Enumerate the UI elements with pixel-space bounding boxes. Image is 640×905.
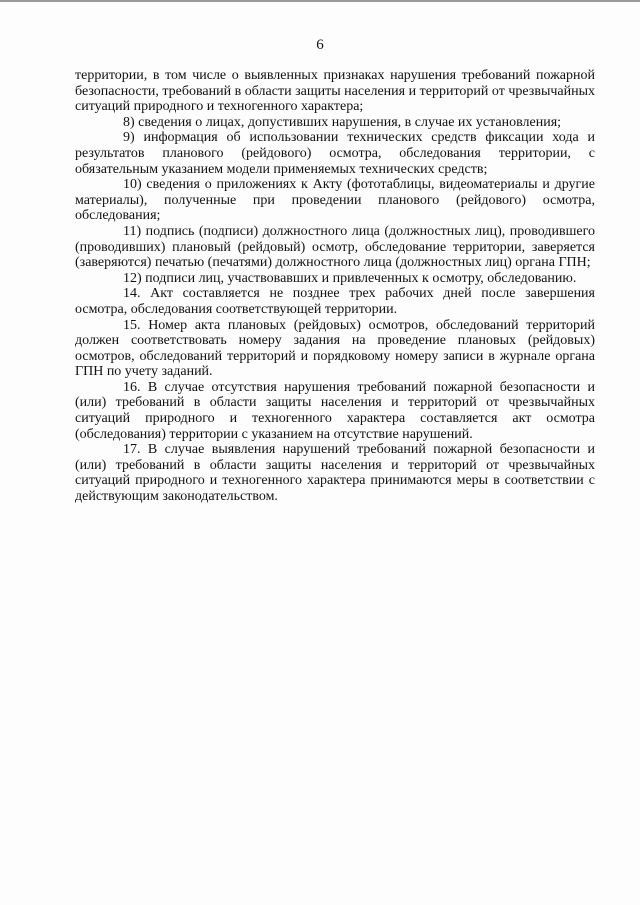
page-number: 6: [316, 37, 324, 53]
paragraph-continuation: территории, в том числе о выявленных признаках нарушения требований пожарной безопасности, требований в области защиты населения и территорий от чрезвычайных ситуаций природного и техногенного характера;: [75, 68, 595, 115]
paragraph-clause-14: 14. Акт составляется не позднее трех рабочих дней после завершения осмотра, обследования соответствующей территории.: [75, 286, 595, 317]
paragraph-item-9: 9) информация об использовании технических средств фиксации хода и результатов планового (рейдового) осмотра, обследования территории, с обязательным указанием модели применяемых технических средств;: [75, 130, 595, 177]
paragraph-item-8: 8) сведения о лицах, допустивших нарушения, в случае их установления;: [123, 114, 562, 130]
paragraph-item-10: 10) сведения о приложениях к Акту (фототаблицы, видеоматериалы и другие материалы), полученные при проведении планового (рейдового) осмотра, обследования;: [75, 177, 595, 224]
paragraph-clause-17: 17. В случае выявления нарушений требований пожарной безопасности и (или) требований в области защиты населения и территорий от чрезвычайных ситуаций природного и техногенного характера принимаются меры в соответствии с действующим законодательством.: [75, 442, 595, 505]
top-edge-rule: [0, 0, 640, 2]
paragraph-clause-15: 15. Номер акта плановых (рейдовых) осмотров, обследований территорий должен соответствовать номеру задания на проведение плановых (рейдовых) осмотров, обследований территорий и порядковому номеру записи в журнале органа ГПН по учету заданий.: [75, 317, 595, 380]
paragraph-item-11: 11) подпись (подписи) должностного лица (должностных лиц), проводившего (проводивших) плановый (рейдовый) осмотр, обследование территории, заверяется (заверяются) печатью (печатями) должностного лица (должностных лиц) органа ГПН;: [75, 223, 595, 271]
document-body: [75, 68, 595, 505]
paragraph-item-12: 12) подписи лиц, участвовавших и привлеченных к осмотру, обследованию.: [123, 270, 577, 286]
paragraph-clause-16: 16. В случае отсутствия нарушения требований пожарной безопасности и (или) требований в области защиты населения и территорий от чрезвычайных ситуаций природного и техногенного характера составляется акт осмотра (обследования) территории с указанием на отсутствие нарушений.: [75, 379, 595, 442]
